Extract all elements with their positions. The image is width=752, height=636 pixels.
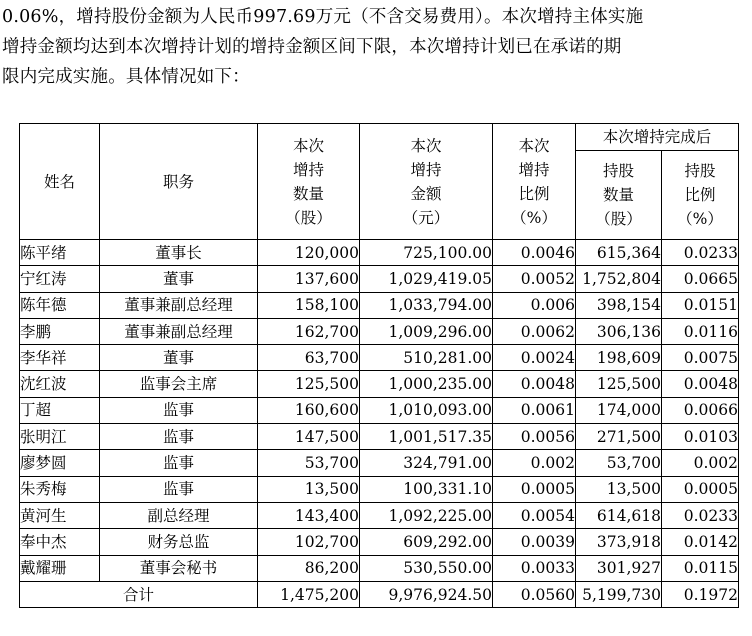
cell-ratio: 0.0005	[493, 476, 576, 502]
cell-name: 廖梦圆	[20, 450, 100, 476]
intro-paragraph	[2, 2, 748, 92]
cell-ratio: 0.0061	[493, 397, 576, 423]
header-qty: 本次 增持 数量 （股）	[258, 124, 360, 240]
cell-name: 黄河生	[20, 502, 100, 528]
cell-held: 398,154	[576, 292, 662, 318]
table-body	[20, 240, 739, 608]
header-position: 职务	[100, 124, 258, 240]
cell-position: 监事	[100, 450, 258, 476]
cell-held-ratio: 0.0048	[662, 371, 739, 397]
cell-held: 301,927	[576, 555, 662, 581]
cell-amount: 100,331.10	[360, 476, 493, 502]
cell-held: 13,500	[576, 476, 662, 502]
cell-held-ratio: 0.0151	[662, 292, 739, 318]
table-row	[20, 371, 739, 397]
cell-name: 张明江	[20, 424, 100, 450]
total-amount: 9,976,924.50	[360, 581, 493, 607]
cell-qty: 143,400	[258, 502, 360, 528]
cell-amount: 1,010,093.00	[360, 397, 493, 423]
cell-qty: 158,100	[258, 292, 360, 318]
cell-position: 监事会主席	[100, 371, 258, 397]
cell-held: 271,500	[576, 424, 662, 450]
cell-qty: 125,500	[258, 371, 360, 397]
cell-amount: 725,100.00	[360, 240, 493, 266]
cell-qty: 160,600	[258, 397, 360, 423]
cell-held-ratio: 0.0665	[662, 266, 739, 292]
cell-name: 李华祥	[20, 345, 100, 371]
cell-held: 373,918	[576, 529, 662, 555]
cell-held: 1,752,804	[576, 266, 662, 292]
cell-position: 监事	[100, 476, 258, 502]
header-name: 姓名	[20, 124, 100, 240]
cell-qty: 63,700	[258, 345, 360, 371]
cell-qty: 137,600	[258, 266, 360, 292]
table-row	[20, 266, 739, 292]
cell-qty: 53,700	[258, 450, 360, 476]
cell-amount: 1,000,235.00	[360, 371, 493, 397]
cell-amount: 1,001,517.35	[360, 424, 493, 450]
cell-held-ratio: 0.0233	[662, 502, 739, 528]
cell-qty: 120,000	[258, 240, 360, 266]
table-row	[20, 529, 739, 555]
header-after-ratio: 持股 比例 （%）	[662, 151, 739, 240]
table-row	[20, 555, 739, 581]
cell-held-ratio: 0.0233	[662, 240, 739, 266]
cell-held-ratio: 0.0066	[662, 397, 739, 423]
cell-position: 财务总监	[100, 529, 258, 555]
cell-held: 306,136	[576, 318, 662, 344]
cell-position: 董事	[100, 266, 258, 292]
shareholding-increase-table	[19, 123, 739, 608]
header-ratio: 本次 增持 比例 （%）	[493, 124, 576, 240]
cell-name: 沈红波	[20, 371, 100, 397]
header-after-group: 本次增持完成后	[576, 124, 739, 151]
cell-ratio: 0.0046	[493, 240, 576, 266]
cell-held-ratio: 0.0116	[662, 318, 739, 344]
intro-line: 0.06%，增持股份金额为人民币997.69万元（不含交易费用）。本次增持主体实施	[2, 7, 644, 27]
cell-held: 125,500	[576, 371, 662, 397]
table-row	[20, 450, 739, 476]
total-qty: 1,475,200	[258, 581, 360, 607]
intro-line: 限内完成实施。具体情况如下：	[2, 67, 250, 87]
total-held: 5,199,730	[576, 581, 662, 607]
cell-position: 董事会秘书	[100, 555, 258, 581]
total-ratio: 0.0560	[493, 581, 576, 607]
cell-position: 董事兼副总经理	[100, 292, 258, 318]
cell-qty: 162,700	[258, 318, 360, 344]
cell-ratio: 0.0062	[493, 318, 576, 344]
cell-held: 174,000	[576, 397, 662, 423]
cell-ratio: 0.006	[493, 292, 576, 318]
total-held-ratio: 0.1972	[662, 581, 739, 607]
cell-name: 奉中杰	[20, 529, 100, 555]
cell-held-ratio: 0.002	[662, 450, 739, 476]
total-row	[20, 581, 739, 607]
header-amount: 本次 增持 金额 （元）	[360, 124, 493, 240]
cell-ratio: 0.0048	[493, 371, 576, 397]
cell-name: 李鹏	[20, 318, 100, 344]
table-row	[20, 318, 739, 344]
cell-name: 戴耀珊	[20, 555, 100, 581]
cell-held: 198,609	[576, 345, 662, 371]
cell-position: 副总经理	[100, 502, 258, 528]
table-row	[20, 240, 739, 266]
cell-amount: 1,009,296.00	[360, 318, 493, 344]
cell-held-ratio: 0.0005	[662, 476, 739, 502]
cell-position: 董事	[100, 345, 258, 371]
cell-position: 董事兼副总经理	[100, 318, 258, 344]
cell-held: 615,364	[576, 240, 662, 266]
cell-position: 监事	[100, 424, 258, 450]
table-row	[20, 292, 739, 318]
cell-amount: 324,791.00	[360, 450, 493, 476]
cell-amount: 1,029,419.05	[360, 266, 493, 292]
cell-held: 614,618	[576, 502, 662, 528]
cell-name: 陈年德	[20, 292, 100, 318]
header-after-qty: 持股 数量 （股）	[576, 151, 662, 240]
cell-ratio: 0.0024	[493, 345, 576, 371]
cell-position: 董事长	[100, 240, 258, 266]
table-row	[20, 397, 739, 423]
cell-amount: 1,033,794.00	[360, 292, 493, 318]
cell-amount: 530,550.00	[360, 555, 493, 581]
intro-line: 增持金额均达到本次增持计划的增持金额区间下限，本次增持计划已在承诺的期	[2, 37, 622, 57]
table-row	[20, 476, 739, 502]
table-row	[20, 345, 739, 371]
table-row	[20, 502, 739, 528]
total-label: 合计	[20, 581, 258, 607]
cell-qty: 86,200	[258, 555, 360, 581]
cell-held: 53,700	[576, 450, 662, 476]
cell-ratio: 0.0054	[493, 502, 576, 528]
cell-ratio: 0.0039	[493, 529, 576, 555]
cell-ratio: 0.0056	[493, 424, 576, 450]
cell-amount: 510,281.00	[360, 345, 493, 371]
cell-qty: 13,500	[258, 476, 360, 502]
cell-qty: 102,700	[258, 529, 360, 555]
cell-ratio: 0.002	[493, 450, 576, 476]
cell-name: 宁红涛	[20, 266, 100, 292]
cell-ratio: 0.0052	[493, 266, 576, 292]
table-row	[20, 424, 739, 450]
cell-amount: 609,292.00	[360, 529, 493, 555]
cell-qty: 147,500	[258, 424, 360, 450]
cell-amount: 1,092,225.00	[360, 502, 493, 528]
cell-held-ratio: 0.0103	[662, 424, 739, 450]
cell-ratio: 0.0033	[493, 555, 576, 581]
cell-name: 丁超	[20, 397, 100, 423]
cell-name: 陈平绪	[20, 240, 100, 266]
cell-held-ratio: 0.0142	[662, 529, 739, 555]
cell-name: 朱秀梅	[20, 476, 100, 502]
cell-held-ratio: 0.0075	[662, 345, 739, 371]
cell-position: 监事	[100, 397, 258, 423]
cell-held-ratio: 0.0115	[662, 555, 739, 581]
